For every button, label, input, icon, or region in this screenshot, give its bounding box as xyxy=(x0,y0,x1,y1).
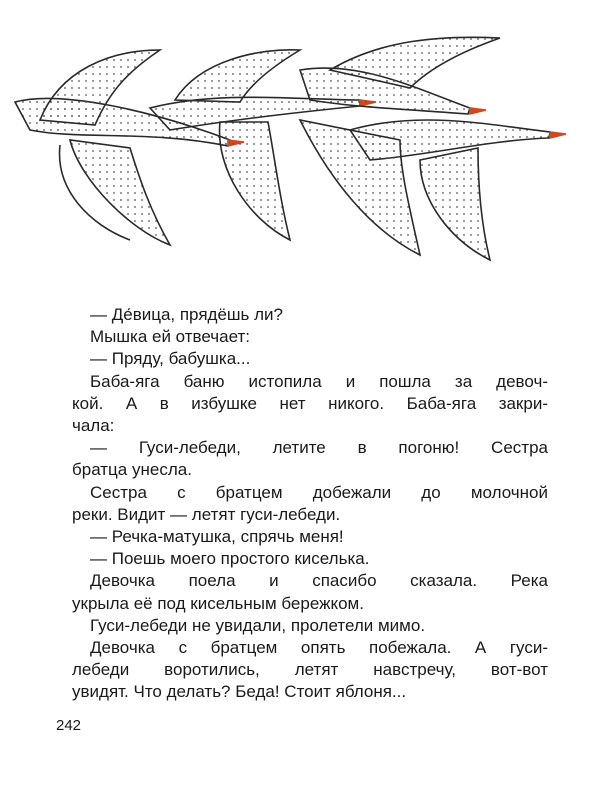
text-line: Гуси-лебеди не увидали, пролетели мимо. xyxy=(90,615,426,635)
story-text xyxy=(72,304,548,704)
text-line: укрыла её под кисельным бережком. xyxy=(72,593,364,613)
text-line: братца унесла. xyxy=(72,460,192,480)
text-line: Сестра с братцем добежали до молочной xyxy=(90,482,548,502)
text-line: Девочка с братцем опять побежала. А гуси- xyxy=(90,638,548,658)
text-line: реки. Видит — летят гуси-лебеди. xyxy=(72,504,341,524)
text-line: — Речка-матушка, спрячь меня! xyxy=(90,527,344,547)
text-line: — Де́вица, прядёшь ли? xyxy=(90,305,283,324)
page-number: 242 xyxy=(56,717,82,734)
text-line: Баба-яга баню истопила и пошла за девоч- xyxy=(90,371,548,391)
swan-3 xyxy=(300,37,500,114)
swan-4 xyxy=(300,120,566,260)
text-line: увидят. Что делать? Беда! Стоит яблоня... xyxy=(72,682,407,702)
text-line: — Пряду, бабушка... xyxy=(90,349,251,369)
text-line: чала: xyxy=(72,416,115,436)
text-line: лебеди воротились, летят навстречу, вот-вот xyxy=(72,660,548,680)
text-line: — Поешь моего простого киселька. xyxy=(90,549,370,569)
text-line: Девочка поела и спасибо сказала. Река xyxy=(90,571,548,591)
text-line: кой. А в избушке нет никого. Баба-яга закри- xyxy=(72,393,548,413)
text-line: — Гуси-лебеди, летите в погоню! Сестра xyxy=(90,438,548,458)
swans-illustration xyxy=(0,30,600,270)
text-line: Мышка ей отвечает: xyxy=(90,327,250,347)
